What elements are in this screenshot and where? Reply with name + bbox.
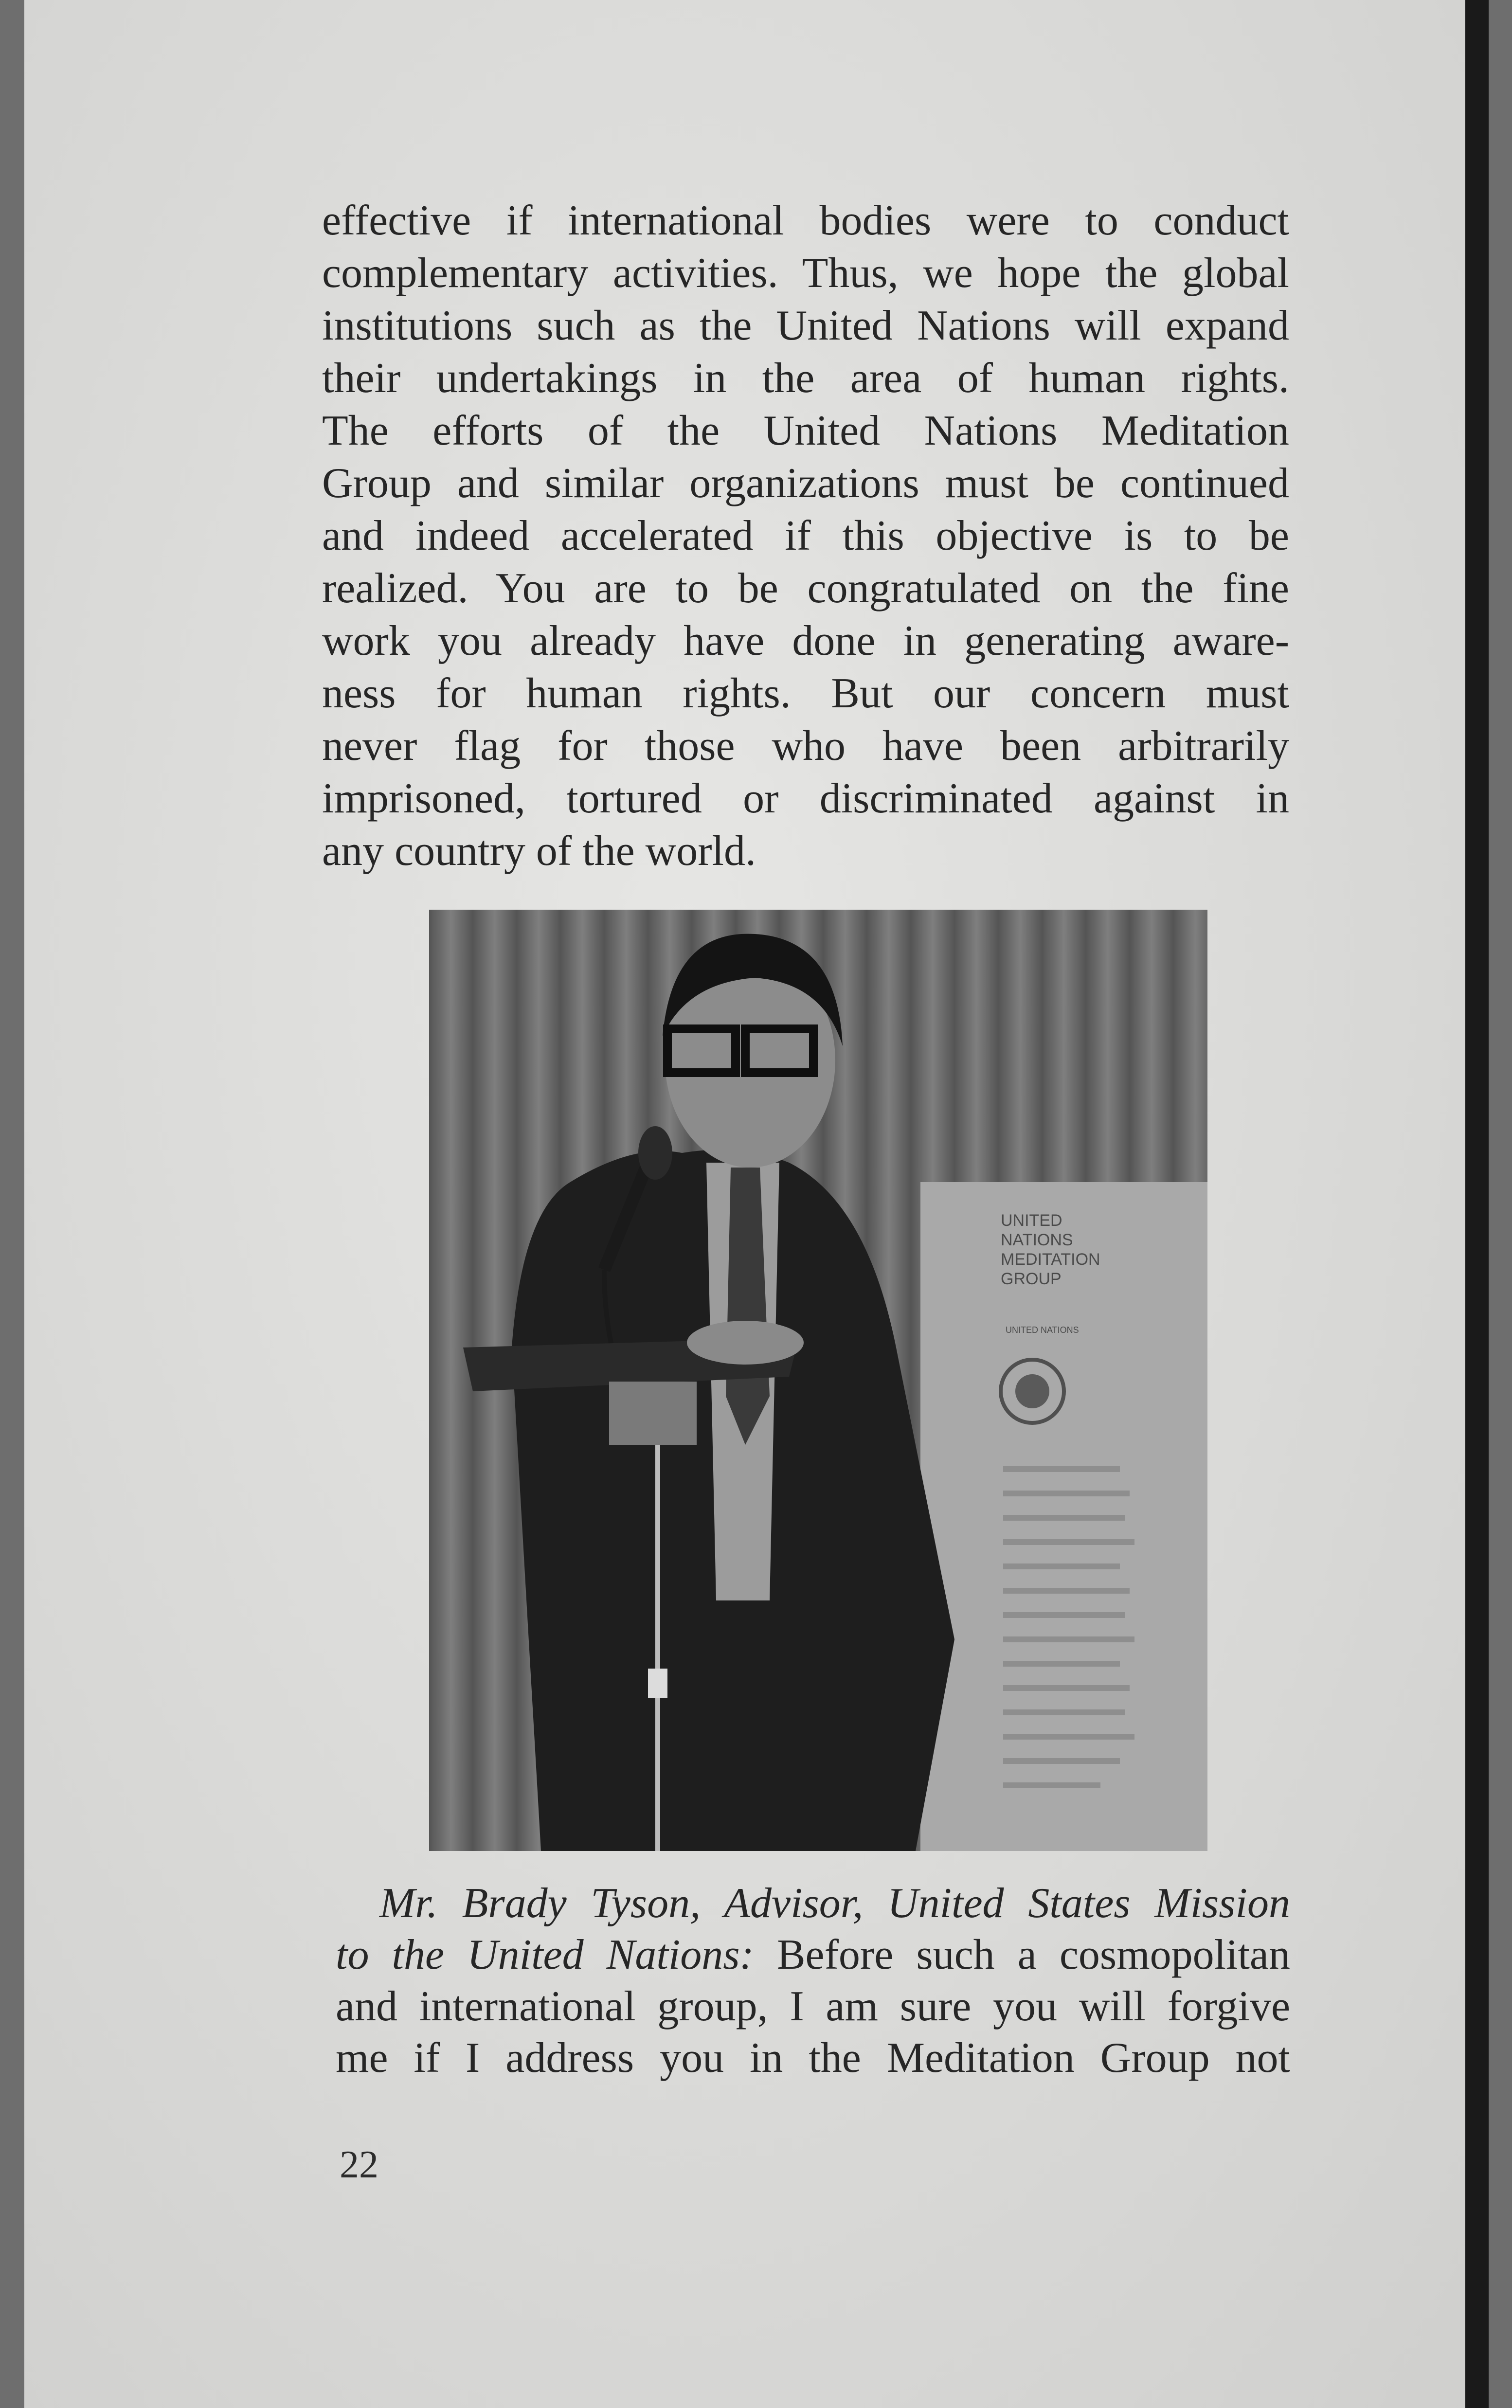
body-line: ness for human rights. But our concern must [322,670,1289,717]
body-line: Group and similar organizations must be continued [322,460,1289,507]
page-edge-shadow [1465,0,1489,2408]
caption-line [336,1929,1290,1981]
banner-subtitle: UNITED NATIONS [1006,1325,1079,1335]
body-text [322,195,1289,878]
body-line: work you already have done in generating aware- [322,617,1289,665]
body-line: and indeed accelerated if this objective is to be [322,512,1289,559]
speaker-photo [429,910,1207,1851]
body-line: complementary activities. Thus, we hope the global [322,250,1289,297]
banner-title-line: UNITED [1001,1211,1062,1230]
banner-title-line: GROUP [1001,1270,1062,1288]
body-line: institutions such as the United Nations will expand [322,302,1289,349]
body-line: any country of the world. [322,827,756,875]
body-line: The efforts of the United Nations Meditation [322,407,1289,454]
page-number: 22 [340,2143,378,2186]
photo-caption [336,1878,1290,2084]
body-line: their undertakings in the area of human rights. [322,355,1289,402]
microphone-icon [638,1126,672,1180]
caption-text: Before such a cosmopolitan [754,1931,1290,1978]
caption-line [336,1878,1290,1929]
speaker-attribution: to the United Nations: [336,1931,754,1978]
book-page [24,0,1489,2408]
speaker-attribution: Mr. Brady Tyson, Advisor, United States Mission [379,1880,1290,1927]
body-line: never flag for those who have been arbitrarily [322,722,1289,770]
body-line: effective if international bodies were to conduct [322,197,1289,244]
body-line: realized. You are to be congratulated on the fine [322,565,1289,612]
caption-line: and international group, I am sure you will forgive [336,1983,1290,2030]
banner-title-line: NATIONS [1001,1231,1073,1249]
caption-line: me if I address you in the Meditation Group not [336,2034,1290,2082]
speaker-photo-image [429,910,1207,1851]
banner-title-line: MEDITATION [1001,1250,1100,1269]
body-line: imprisoned, tortured or discriminated against in [322,775,1289,822]
